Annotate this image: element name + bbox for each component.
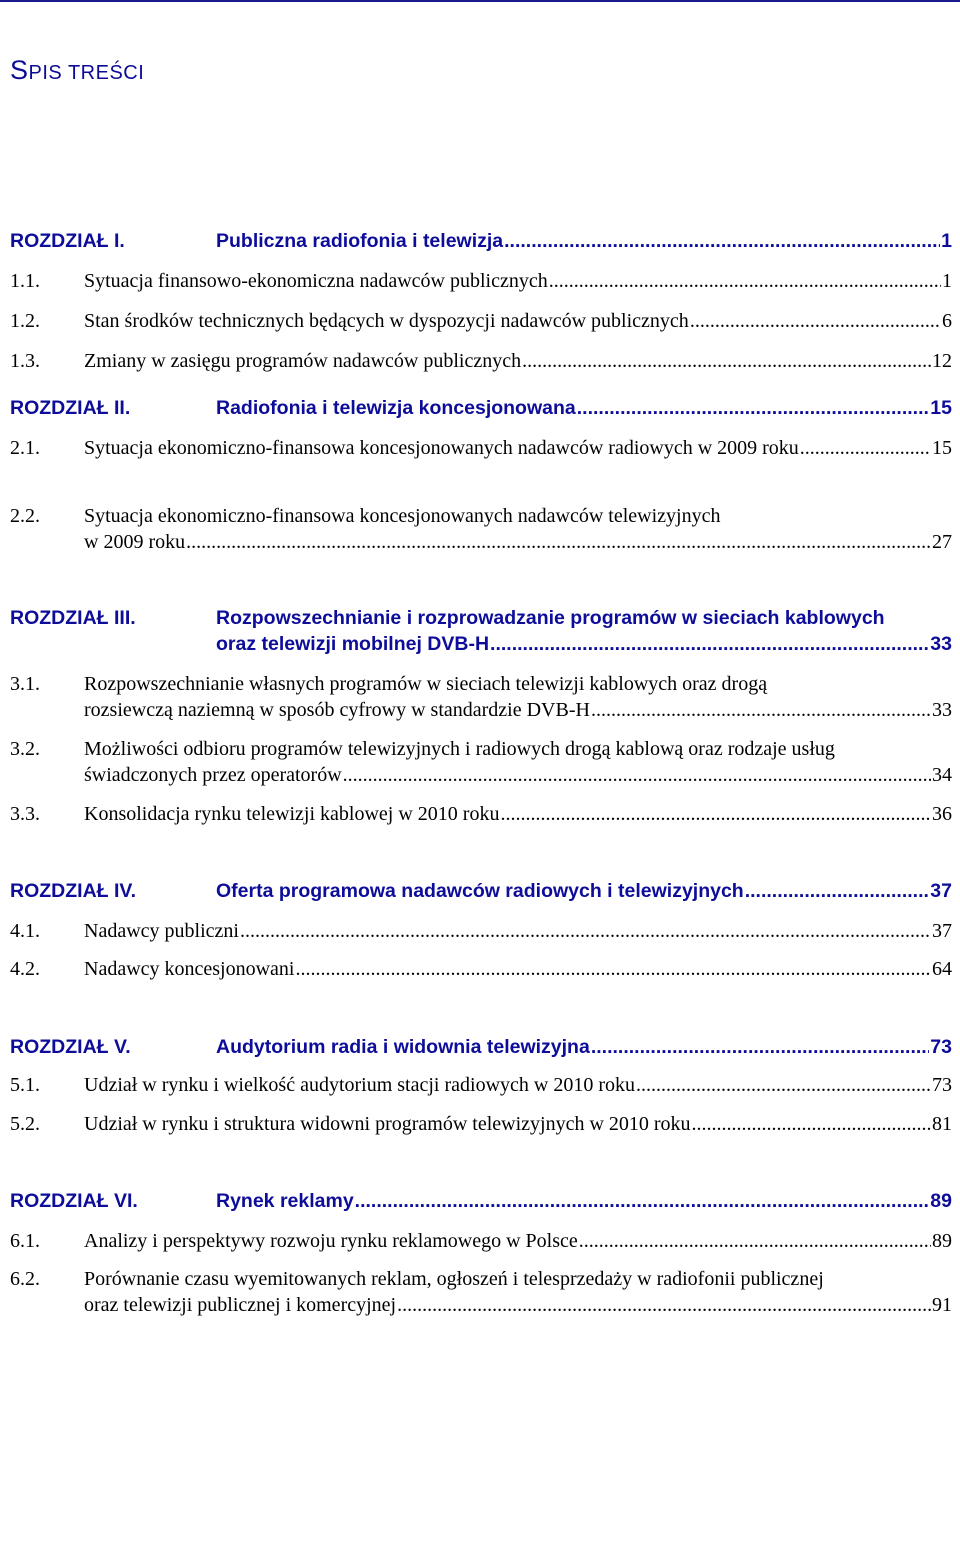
toc-entry-title: Stan środków technicznych będących w dyspozycji nadawców publicznych <box>84 310 689 332</box>
toc-entry-title: Audytorium radia i widownia telewizyjna <box>216 1036 590 1058</box>
toc-entry-number: 4.1. <box>10 920 40 942</box>
toc-entry-title: Rozpowszechnianie i rozprowadzanie programów w sieciach kablowych <box>216 607 885 629</box>
toc-entry-text <box>84 738 952 790</box>
toc-page-number: 27 <box>932 531 952 553</box>
toc-entry-text <box>216 1036 952 1062</box>
dot-leader <box>636 1074 931 1097</box>
toc-entry-title: Sytuacja ekonomiczno-finansowa koncesjonowanych nadawców radiowych w 2009 roku <box>84 437 799 459</box>
toc-entry-title: Porównanie czasu wyemitowanych reklam, ogłoszeń i telesprzedaży w radiofonii publicznej <box>84 1268 824 1290</box>
toc-entry-title: Publiczna radiofonia i telewizja <box>216 230 504 252</box>
dot-leader <box>490 633 929 656</box>
toc-entry-text <box>216 1190 952 1216</box>
toc-entry-number: 2.2. <box>10 505 40 527</box>
toc-entry-number: 1.2. <box>10 310 40 332</box>
toc-entry-number: ROZDZIAŁ III. <box>10 607 136 629</box>
toc-entry-title: Radiofonia i telewizja koncesjonowana <box>216 397 576 419</box>
dot-leader <box>355 1190 930 1213</box>
toc-entry-number: 5.1. <box>10 1074 40 1096</box>
toc-page-number: 33 <box>932 699 952 721</box>
dot-leader <box>549 270 941 293</box>
toc-page-number: 81 <box>932 1113 952 1135</box>
toc-entry-number: 4.2. <box>10 958 40 980</box>
toc-entry-text <box>216 880 952 906</box>
toc-entry-title: Rozpowszechnianie własnych programów w sieciach telewizji kablowych oraz drogą <box>84 673 768 695</box>
toc-entry-title: oraz telewizji mobilnej DVB-H <box>216 633 490 655</box>
toc-entry-title: Nadawcy publiczni <box>84 920 239 942</box>
toc-entry-number: 1.3. <box>10 350 40 372</box>
dot-leader <box>579 1230 931 1253</box>
toc-page-number: 89 <box>932 1230 952 1252</box>
toc-entry-title: Sytuacja finansowo-ekonomiczna nadawców publicznych <box>84 270 548 292</box>
toc-entry-text <box>84 270 952 296</box>
dot-leader <box>186 531 931 554</box>
toc-page-number: 91 <box>932 1294 952 1316</box>
toc-entry-text <box>84 505 952 557</box>
dot-leader <box>745 880 930 903</box>
toc-entry-text <box>84 673 952 725</box>
toc-page-number: 33 <box>930 633 952 655</box>
toc-entry-title: Zmiany w zasięgu programów nadawców publicznych <box>84 350 522 372</box>
toc-entry-text <box>84 1074 952 1100</box>
toc-entry-number: 3.2. <box>10 738 40 760</box>
toc-entry-title: Oferta programowa nadawców radiowych i telewizyjnych <box>216 880 744 902</box>
toc-entry-text <box>84 1230 952 1256</box>
toc-page-number: 1 <box>942 270 952 292</box>
toc-entry-number: ROZDZIAŁ I. <box>10 230 125 252</box>
toc-entry-text <box>84 350 952 376</box>
toc-page-number: 15 <box>932 437 952 459</box>
dot-leader <box>240 920 931 943</box>
dot-leader <box>397 1294 931 1317</box>
toc-page-number: 89 <box>930 1190 952 1212</box>
toc-entry-title: Analizy i perspektywy rozwoju rynku reklamowego w Polsce <box>84 1230 578 1252</box>
toc-entry-number: 6.2. <box>10 1268 40 1290</box>
toc-entry-title: Udział w rynku i wielkość audytorium stacji radiowych w 2010 roku <box>84 1074 635 1096</box>
toc-entry-text <box>216 397 952 423</box>
toc-entry-number: ROZDZIAŁ II. <box>10 397 131 419</box>
toc-entry-title: rozsiewczą naziemną w sposób cyfrowy w standardzie DVB-H <box>84 699 590 721</box>
toc-entry-number: 3.3. <box>10 803 40 825</box>
toc-page-number: 12 <box>932 350 952 372</box>
toc-entry-title: świadczonych przez operatorów <box>84 764 342 786</box>
toc-entry-number: 5.2. <box>10 1113 40 1135</box>
toc-entry-title: Konsolidacja rynku telewizji kablowej w 2010 roku <box>84 803 500 825</box>
dot-leader <box>591 699 931 722</box>
toc-page-number: 64 <box>932 958 952 980</box>
toc-entry-title: oraz telewizji publicznej i komercyjnej <box>84 1294 397 1316</box>
toc-page-number: 36 <box>932 803 952 825</box>
toc-entry-title: Możliwości odbioru programów telewizyjnych i radiowych drogą kablową oraz rodzaje usług <box>84 738 835 760</box>
toc-entry-title: Udział w rynku i struktura widowni programów telewizyjnych w 2010 roku <box>84 1113 691 1135</box>
toc-entry-text <box>216 607 952 659</box>
toc-page-number: 15 <box>930 397 952 419</box>
toc-page-number: 1 <box>941 230 952 252</box>
dot-leader <box>800 437 931 460</box>
toc-page-number: 37 <box>930 880 952 902</box>
toc-entry-text <box>216 230 952 256</box>
dot-leader <box>296 958 932 981</box>
dot-leader <box>591 1036 929 1059</box>
dot-leader <box>504 230 940 253</box>
toc-entry-number: 6.1. <box>10 1230 40 1252</box>
toc-entry-title: w 2009 roku <box>84 531 186 553</box>
toc-entry-number: ROZDZIAŁ IV. <box>10 880 137 902</box>
dot-leader <box>692 1113 931 1136</box>
toc-entry-title: Rynek reklamy <box>216 1190 354 1212</box>
dot-leader <box>500 803 931 826</box>
toc-entry-text <box>84 1268 952 1320</box>
toc-page-number: 34 <box>932 764 952 786</box>
toc-entry-text <box>84 437 952 463</box>
toc-entry-number: 1.1. <box>10 270 40 292</box>
top-rule <box>0 0 960 2</box>
toc-page-number: 6 <box>942 310 952 332</box>
toc-entry-text <box>84 310 952 336</box>
dot-leader <box>522 350 931 373</box>
toc-entry-number: 3.1. <box>10 673 40 695</box>
toc-entry-text <box>84 958 952 984</box>
toc-entry-number: ROZDZIAŁ VI. <box>10 1190 138 1212</box>
toc-page-number: 37 <box>932 920 952 942</box>
toc-entry-text <box>84 920 952 946</box>
toc-entry-title: Sytuacja ekonomiczno-finansowa koncesjonowanych nadawców telewizyjnych <box>84 505 721 527</box>
toc-page-number: 73 <box>930 1036 952 1058</box>
dot-leader <box>577 397 930 420</box>
toc-entry-text <box>84 1113 952 1139</box>
toc-entry-number: 2.1. <box>10 437 40 459</box>
toc-entry-title: Nadawcy koncesjonowani <box>84 958 295 980</box>
page-title: SPIS TREŚCI <box>10 55 145 85</box>
dot-leader <box>690 310 941 333</box>
toc-entry-number: ROZDZIAŁ V. <box>10 1036 131 1058</box>
dot-leader <box>343 764 931 787</box>
toc-entry-text <box>84 803 952 829</box>
toc-page-number: 73 <box>932 1074 952 1096</box>
